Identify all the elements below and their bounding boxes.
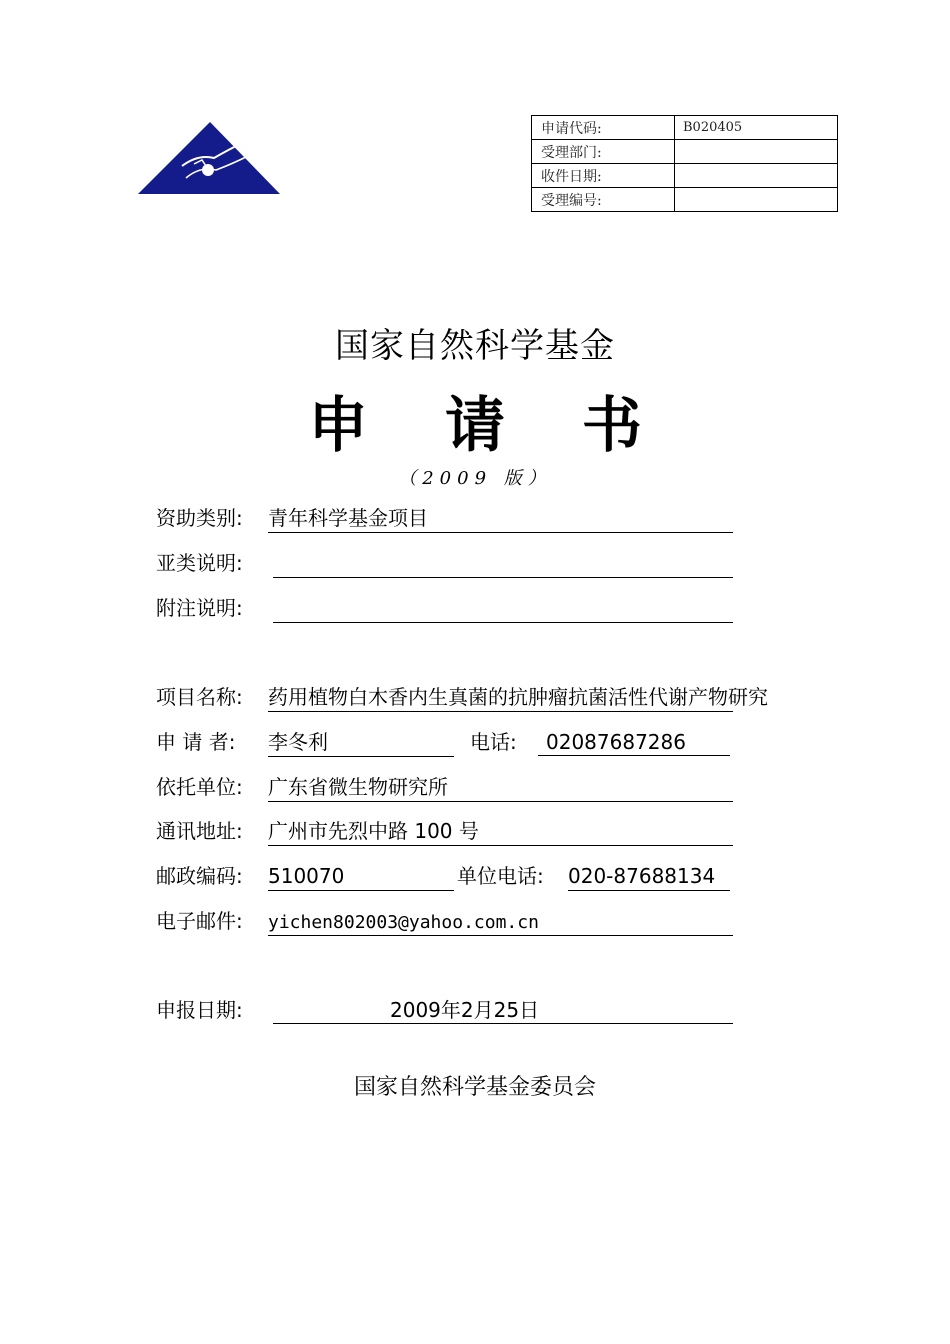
phone-value: 02087687286 bbox=[546, 730, 686, 754]
unit-phone-field bbox=[568, 864, 730, 891]
receiving-dept-value bbox=[675, 140, 838, 164]
table-row bbox=[532, 164, 838, 188]
project-name-value: 药用植物白木香内生真菌的抗肿瘤抗菌活性代谢产物研究 bbox=[268, 685, 768, 709]
institution-value: 广东省微生物研究所 bbox=[268, 775, 448, 799]
application-code-value: B020405 bbox=[675, 116, 838, 140]
email-field bbox=[268, 909, 733, 936]
project-name-label: 项目名称: bbox=[156, 685, 243, 709]
submission-date-field bbox=[273, 998, 733, 1024]
table-row bbox=[532, 188, 838, 212]
postal-code-label: 邮政编码: bbox=[156, 864, 243, 888]
foundation-title: 国家自然科学基金 bbox=[335, 326, 615, 366]
phone-field bbox=[538, 730, 730, 756]
admin-info-table bbox=[531, 115, 838, 212]
project-name-field bbox=[268, 685, 768, 712]
postal-code-value: 510070 bbox=[268, 864, 345, 888]
submission-date-value: 2009年2月25日 bbox=[390, 998, 540, 1022]
unit-phone-value: 020-87688134 bbox=[568, 864, 716, 888]
applicant-field bbox=[268, 730, 454, 757]
subcategory-field bbox=[273, 551, 733, 578]
unit-phone-label: 单位电话: bbox=[457, 864, 544, 888]
table-row bbox=[532, 116, 838, 140]
edition-label: （2009 版） bbox=[398, 468, 552, 489]
address-label: 通讯地址: bbox=[156, 819, 243, 843]
receipt-date-value bbox=[675, 164, 838, 188]
committee-name: 国家自然科学基金委员会 bbox=[353, 1075, 596, 1100]
address-value: 广州市先烈中路 100 号 bbox=[268, 819, 479, 843]
submission-date-label: 申报日期: bbox=[156, 998, 243, 1022]
nsfc-logo bbox=[136, 120, 282, 196]
funding-category-value: 青年科学基金项目 bbox=[268, 506, 428, 530]
postal-code-field bbox=[268, 864, 454, 891]
receipt-date-label: 收件日期: bbox=[532, 164, 675, 188]
application-code-label: 申请代码: bbox=[532, 116, 675, 140]
table-row bbox=[532, 140, 838, 164]
acceptance-number-value bbox=[675, 188, 838, 212]
email-value: yichen802003@yahoo.com.cn bbox=[268, 912, 539, 933]
funding-category-field bbox=[268, 506, 733, 533]
note-field bbox=[273, 596, 733, 623]
acceptance-number-label: 受理编号: bbox=[532, 188, 675, 212]
subcategory-label: 亚类说明: bbox=[156, 551, 243, 575]
address-field bbox=[268, 819, 733, 846]
document-title: 申 请 书 bbox=[308, 391, 670, 461]
institution-field bbox=[268, 775, 733, 802]
funding-category-label: 资助类别: bbox=[156, 506, 243, 530]
note-label: 附注说明: bbox=[156, 596, 243, 620]
receiving-dept-label: 受理部门: bbox=[532, 140, 675, 164]
applicant-value: 李冬利 bbox=[268, 730, 328, 754]
institution-label: 依托单位: bbox=[156, 775, 243, 799]
applicant-label: 申 请 者: bbox=[156, 730, 236, 754]
phone-label: 电话: bbox=[470, 730, 517, 754]
email-label: 电子邮件: bbox=[156, 909, 243, 933]
